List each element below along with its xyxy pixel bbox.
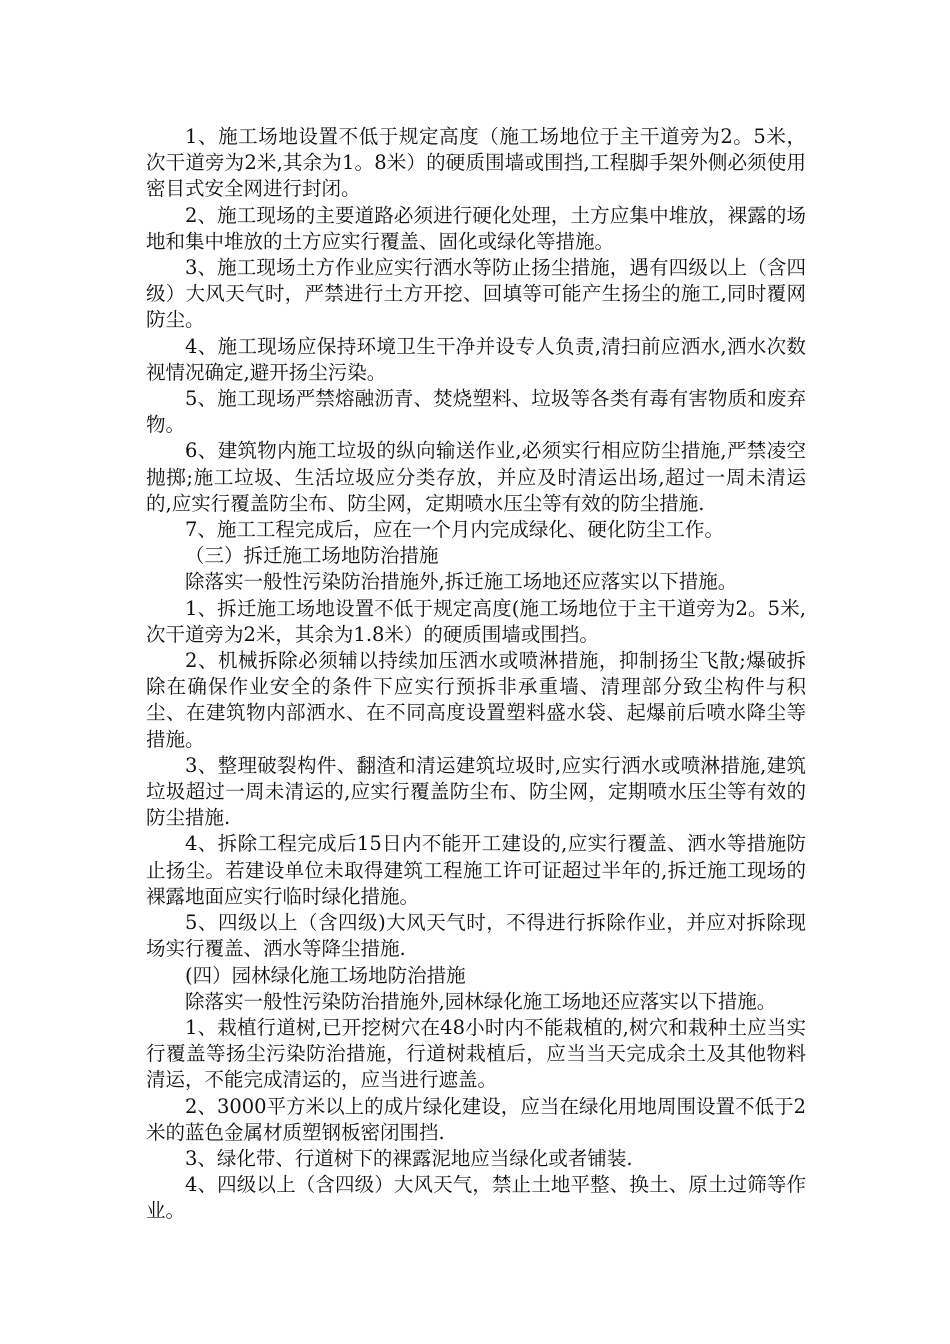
paragraph: 6、建筑物内施工垃圾的纵向输送作业,必须实行相应防尘措施,严禁凌空抛掷;施工垃圾、生活垃圾应分类存放，并应及时清运出场,超过一周未清运的,应实行覆盖防尘布、防尘网，定期喷水压尘等有效的防尘措施. — [146, 439, 806, 515]
paragraph: 4、拆除工程完成后15日内不能开工建设的,应实行覆盖、洒水等措施防止扬尘。若建设单位未取得建筑工程施工许可证超过半年的,拆迁施工现场的裸露地面应实行临时绿化措施。 — [146, 832, 806, 908]
paragraph: 7、施工工程完成后，应在一个月内完成绿化、硬化防尘工作。 — [185, 518, 724, 542]
paragraph: 除落实一般性污染防治措施外,拆迁施工场地还应落实以下措施。 — [185, 570, 738, 594]
paragraph: 4、施工现场应保持环境卫生干净并设专人负责,清扫前应洒水,洒水次数视情况确定,避开扬尘污染。 — [146, 334, 806, 384]
paragraph: 3、绿化带、行道树下的裸露泥地应当绿化或者铺装. — [185, 1146, 633, 1170]
section-heading: （三）拆迁施工场地防治措施 — [185, 544, 439, 568]
paragraph: 2、施工现场的主要道路必须进行硬化处理，土方应集中堆放，裸露的场地和集中堆放的土方应实行覆盖、固化或绿化等措施。 — [146, 203, 806, 253]
paragraph: 2、3000平方米以上的成片绿化建设，应当在绿化用地周围设置不低于2米的蓝色金属材质塑钢板密闭围挡. — [146, 1094, 806, 1144]
section-heading: (四）园林绿化施工场地防治措施 — [185, 963, 466, 987]
paragraph: 4、四级以上（含四级）大风天气，禁止土地平整、换土、原土过筛等作业。 — [146, 1173, 806, 1223]
paragraph: 3、整理破裂构件、翻渣和清运建筑垃圾时,应实行洒水或喷淋措施,建筑垃圾超过一周未清运的,应实行覆盖防尘布、防尘网，定期喷水压尘等有效的防尘措施. — [146, 753, 806, 830]
paragraph: 1、施工场地设置不低于规定高度（施工场地位于主干道旁为2。5米，次干道旁为2米,其余为1。8米）的硬质围墙或围挡,工程脚手架外侧必须使用密目式安全网进行封闭。 — [146, 125, 806, 201]
paragraph: 2、机械拆除必须辅以持续加压洒水或喷淋措施，抑制扬尘飞散;爆破拆除在确保作业安全的条件下应实行预拆非承重墙、清理部分致尘构件与积尘、在建筑物内部洒水、在不同高度设置塑料盛水袋、起爆前后喷水降尘等措施。 — [146, 649, 806, 751]
paragraph: 5、四级以上（含四级)大风天气时，不得进行拆除作业，并应对拆除现场实行覆盖、洒水等降尘措施. — [146, 911, 806, 961]
paragraph: 除落实一般性污染防治措施外,园林绿化施工场地还应落实以下措施。 — [185, 989, 777, 1013]
paragraph: 1、栽植行道树,已开挖树穴在48小时内不能栽植的,树穴和栽种土应当实行覆盖等扬尘污染防治措施，行道树栽植后，应当当天完成余土及其他物料清运，不能完成清运的，应当进行遮盖。 — [146, 1015, 806, 1092]
paragraph: 1、拆迁施工场地设置不低于规定高度(施工场地位于主干道旁为2。5米,次干道旁为2米，其余为1.8米）的硬质围墙或围挡。 — [146, 596, 806, 646]
paragraph: 5、施工现场严禁熔融沥青、焚烧塑料、垃圾等各类有毒有害物质和废弃物。 — [146, 387, 806, 437]
document-page — [146, 124, 806, 1225]
paragraph: 3、施工现场土方作业应实行洒水等防止扬尘措施，遇有四级以上（含四级）大风天气时，严禁进行土方开挖、回填等可能产生扬尘的施工,同时覆网防尘。 — [146, 256, 806, 332]
